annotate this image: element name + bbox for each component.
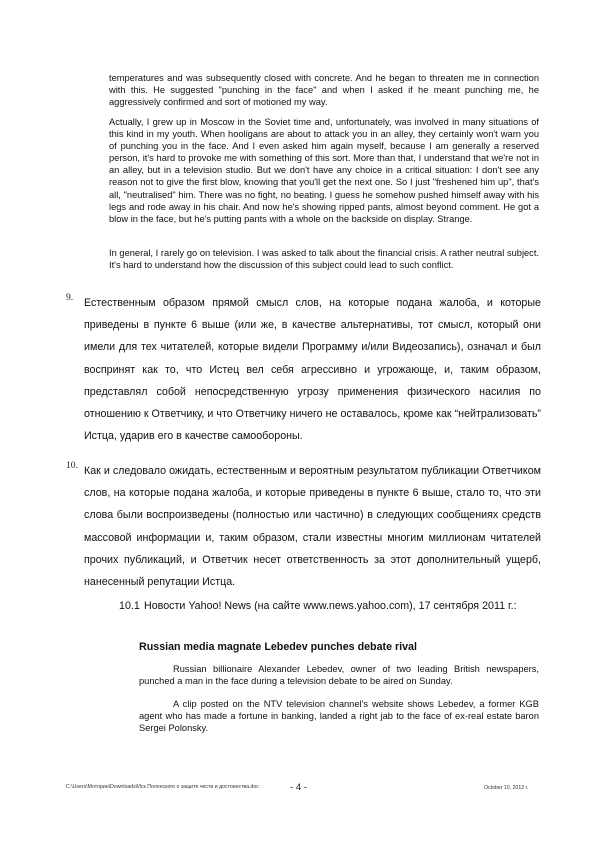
quoted-paragraph-3: In general, I rarely go on television. I was asked to talk about the financial crisis. A rather neutral subject. It's hard to understand how the discussion of this subject could lead to such conflict. xyxy=(109,248,539,271)
article-headline: Russian media magnate Lebedev punches debate rival xyxy=(139,641,417,653)
file-path: C:\Users\Моторин\Downloads\Иск Полонского о защите чести и достоинства.doc xyxy=(66,784,259,790)
numbered-paragraph-9 xyxy=(66,292,541,447)
paragraph-number: 9. xyxy=(66,292,74,303)
paragraph-number: 10. xyxy=(66,460,78,471)
footer-date: October 10, 2012 г. xyxy=(484,785,529,791)
article-paragraph-1: Russian billionaire Alexander Lebedev, owner of two leading British newspapers, punched a man in the face during a television debate to be aired on Sunday. xyxy=(139,664,539,687)
subparagraph-number: 10.1 xyxy=(119,600,140,612)
quoted-paragraph-2: Actually, I grew up in Moscow in the Soviet time and, unfortunately, was involved in many situations of this kind in my youth. When hooligans are about to attack you in an alley, they certainly won't warn you of punching you in the face. And I even asked him again myself, because I am generally a reserved person, it's hard to provoke me with something of this sort. More than that, I understand that we're not in an alley, but in a television studio. But we don't have any choice in a critical situation: I don't see any reason not to give the first blow, knowing that you'll get the next one. So I just "freshened him up", that's all, "neutralised" him. There was no fight, no beating. I guess he somehow pushed himself away with his legs and rode away in his chair. And now he's showing ripped pants, almost beyond comment. He got a blow in the face, but he's putting pants with a whole on the backside on display. Strange. xyxy=(109,117,539,224)
subparagraph-10-1 xyxy=(119,599,549,613)
quoted-paragraph-1: temperatures and was subsequently closed with concrete. And he began to threaten me in connection with this. He suggested "punching in the face" and when I asked if he meant punching me, he aggressively confirmed and sort of motioned my way. xyxy=(109,73,539,108)
page-footer xyxy=(0,782,600,796)
paragraph-text: Естественным образом прямой смысл слов, на которые подана жалоба, и которые приведены в пункте 6 выше (или же, в качестве альтернативы, тот смысл, который они имели для тех читателей, которые видели Программу и/или Видеозапись), означал и был воспринят как то, что Истец вел себя агрессивно и угрожающе, и, таким образом, представлял собой непосредственную угрозу применения физического насилия по отношению к Ответчику, и что Ответчику ничего не оставалось, кроме как “нейтрализовать” Истца, ударив его в качестве самообороны. xyxy=(84,297,541,443)
numbered-paragraph-10 xyxy=(66,460,541,593)
subparagraph-text: Новости Yahoo! News (на сайте www.news.yahoo.com), 17 сентября 2011 г.: xyxy=(144,600,517,612)
paragraph-text: Как и следовало ожидать, естественным и вероятным результатом публикации Ответчиком слов, на которые подана жалоба, и которые приведены в пункте 6 выше, стало то, что эти слова были воспроизведены (полностью или частично) в следующих сообщениях средств массовой информации и, таким образом, стали известны многим миллионам читателей прочих публикаций, и Ответчик несет ответственность за этот дополнительный ущерб, нанесенный репутации Истца. xyxy=(84,465,541,589)
page-number: - 4 - xyxy=(290,782,308,793)
article-paragraph-2: A clip posted on the NTV television channel's website shows Lebedev, a former KGB agent who has made a fortune in banking, landed a right jab to the face of ex-real estate baron Sergei Polonsky. xyxy=(139,699,539,734)
